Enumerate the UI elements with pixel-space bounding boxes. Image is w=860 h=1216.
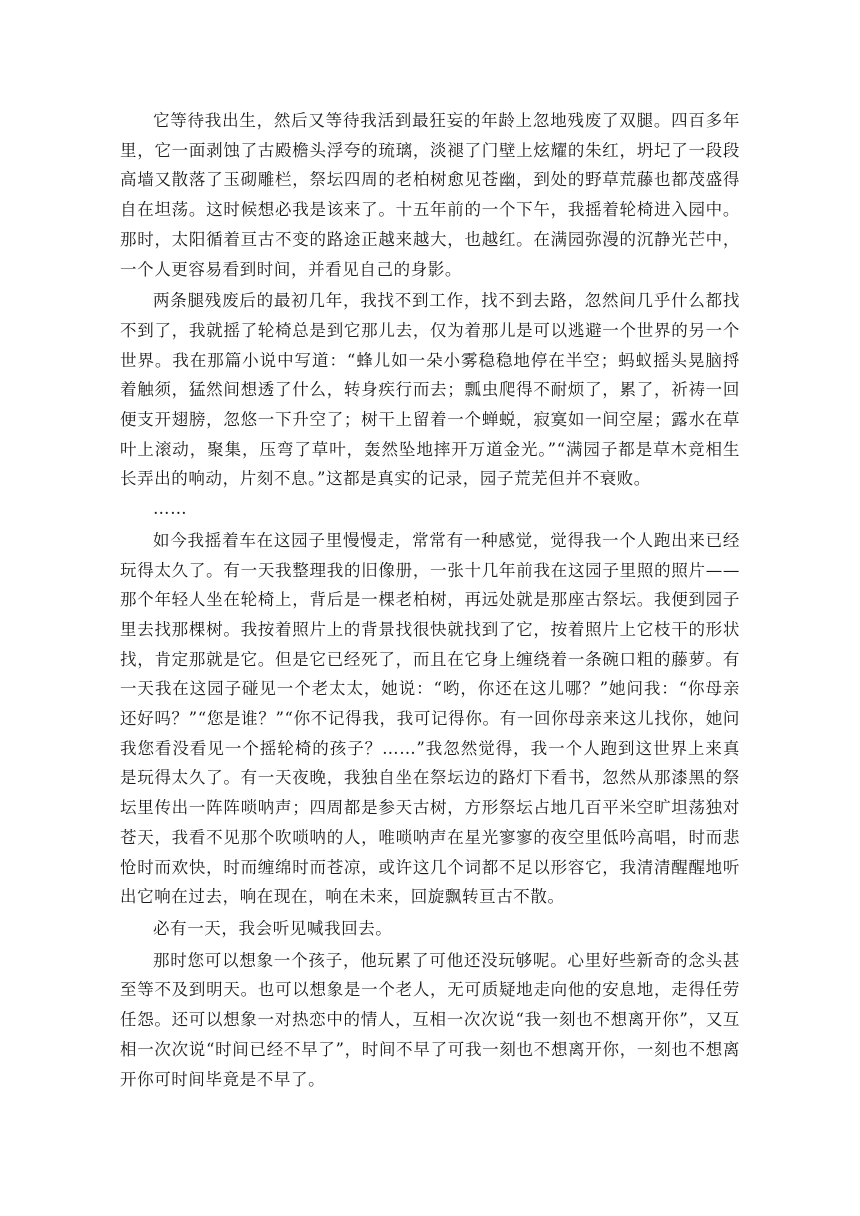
document-body [120,106,740,1094]
paragraph-5: 那时您可以想象一个孩子，他玩累了可他还没玩够呢。心里好些新奇的念头甚至等不及到明天。也可以想象是一个老人，无可质疑地走向他的安息地，走得任劳任怨。还可以想象一对热恋中的情人，互相一次次说“我一刻也不想离开你”，又互相一次次说“时间已经不早了”，时间不早了可我一刻也不想离开你，一刻也不想离开你可时间毕竟是不早了。 [120,950,740,1089]
paragraph-1: 它等待我出生，然后又等待我活到最狂妄的年龄上忽地残废了双腿。四百多年里，它一面剥蚀了古殿檐头浮夸的琉璃，淡褪了门壁上炫耀的朱红，坍圮了一段段高墙又散落了玉砌雕栏，祭坛四周的老柏树愈见苍幽，到处的野草荒藤也都茂盛得自在坦荡。这时候想必我是该来了。十五年前的一个下午，我摇着轮椅进入园中。那时，太阳循着亘古不变的路途正越来越大，也越红。在满园弥漫的沉静光芒中，一个人更容易看到时间，并看见自己的身影。 [120,111,740,279]
paragraph-4: 必有一天，我会听见喊我回去。 [153,918,393,938]
paragraph-2: 两条腿残废后的最初几年，我找不到工作，找不到去路，忽然间几乎什么都找不到了，我就摇了轮椅总是到它那儿去，仅为着那儿是可以逃避一个世界的另一个世界。我在那篇小说中写道：“蜂儿如一朵小雾稳稳地停在半空；蚂蚁摇头晃脑捋着触须，猛然间想透了什么，转身疾行而去；瓢虫爬得不耐烦了，累了，祈祷一回便支开翅膀，忽悠一下升空了；树干上留着一个蝉蜕，寂寞如一间空屋；露水在草叶上滚动，聚集，压弯了草叶，轰然坠地摔开万道金光。”“满园子都是草木竞相生长弄出的响动，片刻不息。”这都是真实的记录，园子荒芜但并不衰败。 [120,291,740,489]
paragraph-3: 如今我摇着车在这园子里慢慢走，常常有一种感觉，觉得我一个人跑出来已经玩得太久了。有一天我整理我的旧像册，一张十几年前我在这园子里照的照片——那个年轻人坐在轮椅上，背后是一棵老柏树，再远处就是那座古祭坛。我便到园子里去找那棵树。我按着照片上的背景找很快就找到了它，按着照片上它枝干的形状找，肯定那就是它。但是它已经死了，而且在它身上缠绕着一条碗口粗的藤萝。有一天我在这园子碰见一个老太太，她说：“哟，你还在这儿哪？”她问我：“你母亲还好吗？”“您是谁？”“你不记得我，我可记得你。有一回你母亲来这儿找你，她问我您看没看见一个摇轮椅的孩子？……”我忽然觉得，我一个人跑到这世界上来真是玩得太久了。有一天夜晚，我独自坐在祭坛边的路灯下看书，忽然从那漆黑的祭坛里传出一阵阵唢呐声；四周都是参天古树，方形祭坛占地几百平米空旷坦荡独对苍天，我看不见那个吹唢呐的人，唯唢呐声在星光寥寥的夜空里低吟高唱，时而悲怆时而欢快，时而缠绵时而苍凉，或许这几个词都不足以形容它，我清清醒醒地听出它响在过去，响在现在，响在未来，回旋飘转亘古不散。 [120,530,740,907]
ellipsis-separator: …… [153,499,188,519]
